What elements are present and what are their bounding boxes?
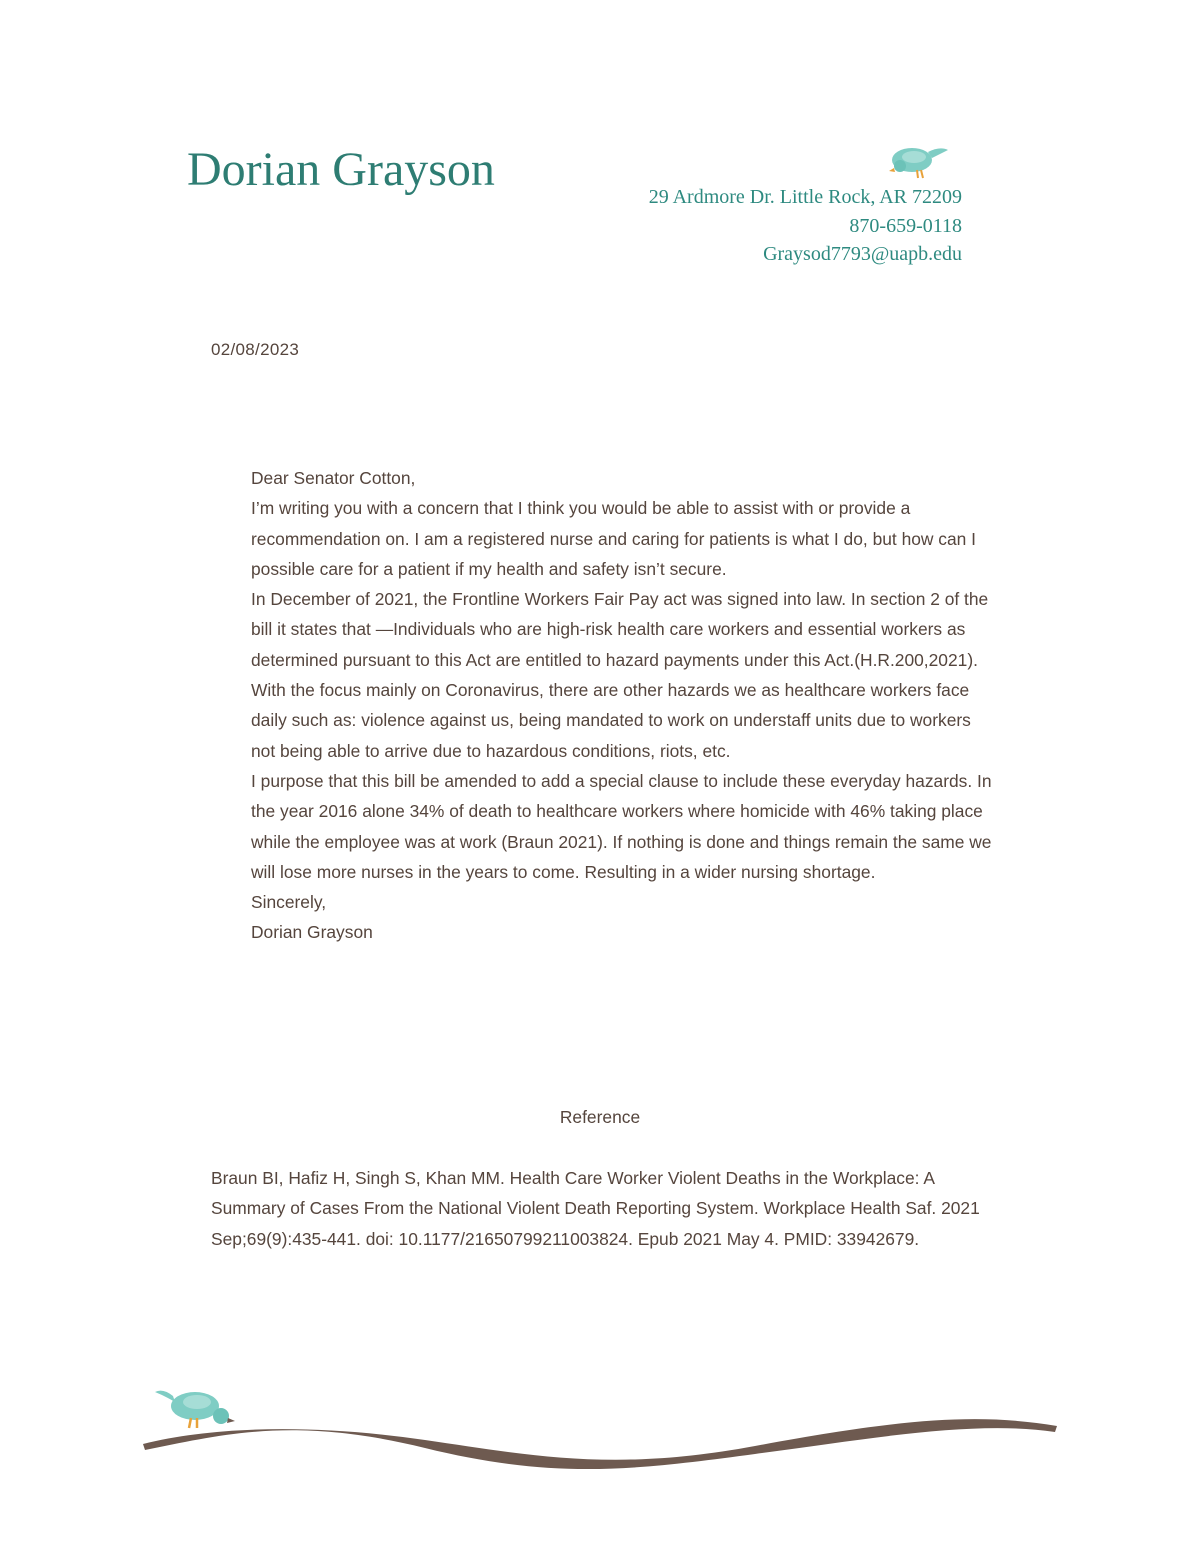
letter-body	[251, 463, 996, 948]
citation: Braun BI, Hafiz H, Singh S, Khan MM. Health Care Worker Violent Deaths in the Workplace: A Summary of Cases From the National Violent Death Reporting System. Workplace Health Saf. 2021 Sep;69(9):435-441. doi: 10.1177/21650799211003824. Epub 2021 May 4. PMID: 33942679.	[211, 1168, 980, 1249]
bird-icon	[155, 1391, 235, 1428]
address: 29 Ardmore Dr. Little Rock, AR 72209	[648, 186, 962, 208]
salutation: Dear Senator Cotton,	[251, 468, 416, 488]
sender-name: Dorian Grayson	[187, 143, 495, 196]
closing: Sincerely,	[251, 892, 327, 913]
phone-number: 870-659-0118	[849, 214, 962, 237]
signature: Dorian Grayson	[251, 922, 373, 943]
email-address: Graysod7793@uapb.edu	[763, 243, 962, 265]
paragraph: I purpose that this bill be amended to add a special clause to include these everyday hazards. In the year 2016 alone 34% of death to healthcare workers where homicide with 46% taking place while the employee was at work (Braun 2021). If nothing is done and things remain the same we will lose more nurses in the years to come. Resulting in a wider nursing shortage.	[251, 770, 992, 882]
bird-on-branch-icon	[135, 1380, 1065, 1480]
branch	[143, 1419, 1057, 1469]
reference-heading: Reference	[559, 1107, 641, 1127]
paragraph: I’m writing you with a concern that I think you would be able to assist with or provide a recommendation on. I am a registered nurse and caring for patients is what I do, but how can I possible care for a patient if my health and safety isn’t secure.	[251, 498, 977, 579]
reference-list	[211, 1163, 1001, 1254]
letter-date: 02/08/2023	[211, 340, 300, 359]
paragraph: In December of 2021, the Frontline Workers Fair Pay act was signed into law. In section 2 of the bill it states that ―Individuals who are high-risk health care workers and essential workers as determined pursuant to this Act are entitled to hazard payments under this Act.(H.R.200,2021). With the focus mainly on Coronavirus, there are other hazards we as healthcare workers face daily such as: violence against us, being mandated to work on understaff units due to workers not being able to arrive due to hazardous conditions, riots, etc.	[251, 589, 989, 761]
contact-block	[649, 183, 962, 269]
